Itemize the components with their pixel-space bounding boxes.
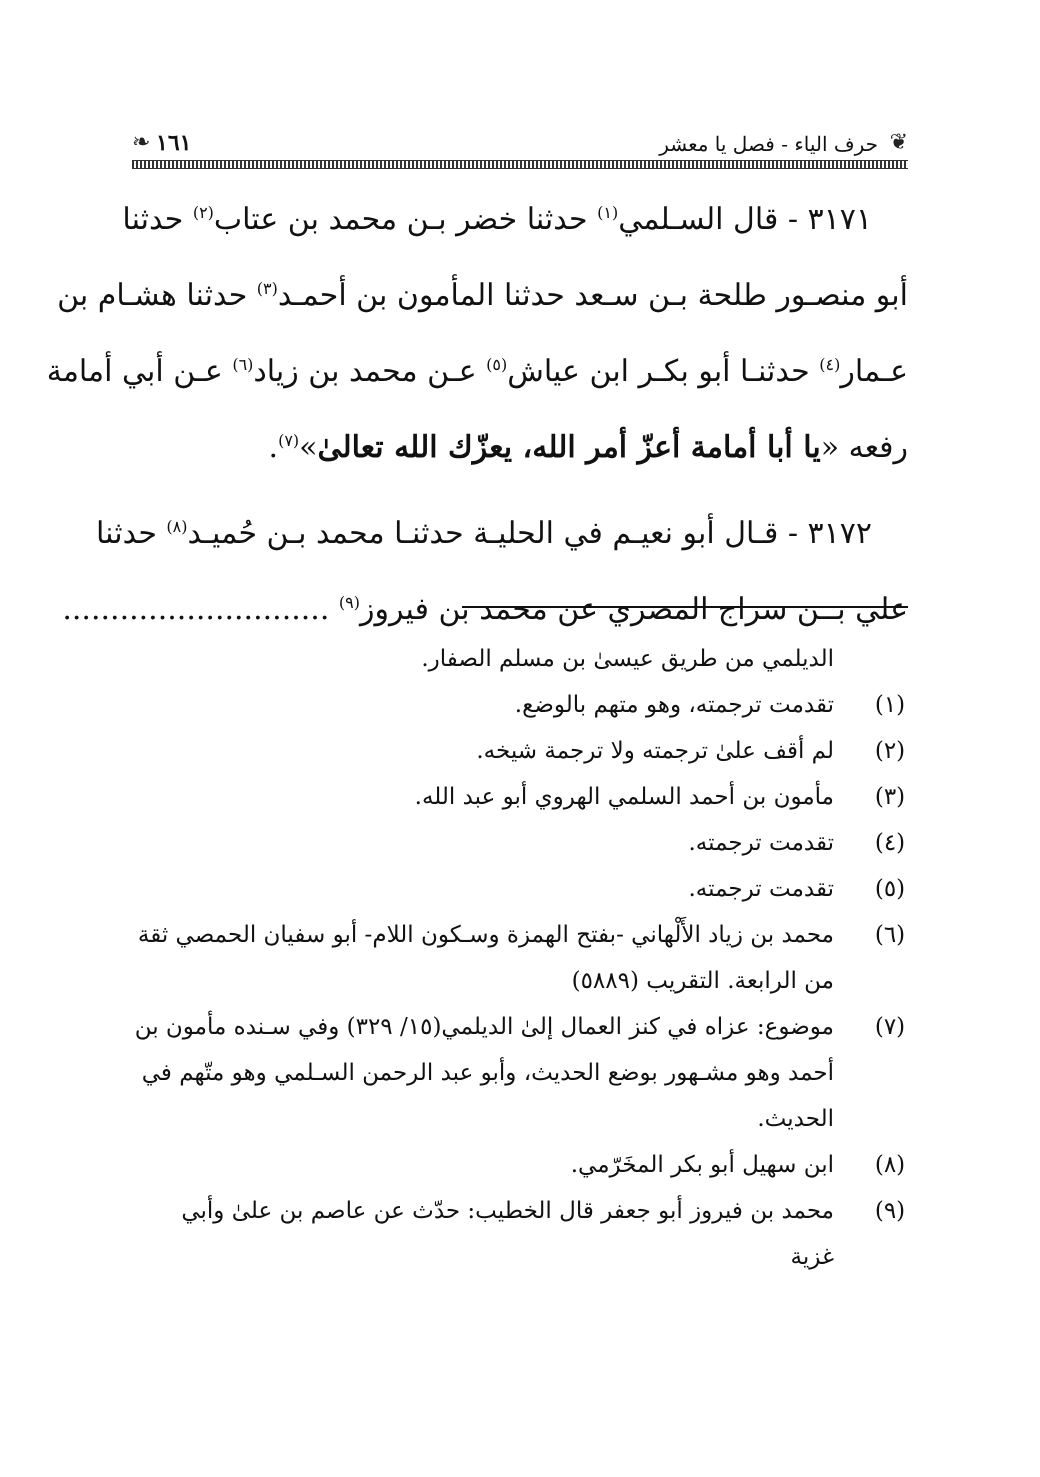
- header-title: حرف الياء - فصل يا معشر: [659, 132, 878, 156]
- hadith-3171-line-4: رفعه «يا أبا أمامة أعزّ أمر الله، يعزّك الله تعالىٰ»$^{(٧)}$.: [268, 430, 908, 465]
- footnote-2: (٢) لم أقف علىٰ ترجمته ولا ترجمة شيخه.: [476, 738, 906, 764]
- footnote-ref[interactable]: (٥): [486, 355, 508, 374]
- ellipsis-dots: ............................: [62, 592, 330, 627]
- footnotes: [132, 636, 908, 1280]
- footnote-ref[interactable]: (٢): [192, 203, 214, 222]
- footnote-ref[interactable]: (٤): [819, 355, 841, 374]
- footnote-ref[interactable]: (٩): [338, 593, 361, 612]
- footnote-9: (٩) محمد بن فيروز أبو جعفر قال الخطيب: حدّث عن عاصم بن علىٰ وأبي غزية: [181, 1198, 906, 1270]
- footnote-6: (٦) محمد بن زياد الأَلْهاني -بفتح الهمزة وسـكون اللام- أبو سفيان الحمصي ثقة من الرابعة. التقريب (٥٨٨٩): [137, 922, 906, 994]
- footnote-ref[interactable]: (٨): [166, 517, 188, 536]
- page-number: ١٦١: [156, 130, 192, 156]
- footnote-8: (٨) ابن سهيل أبو بكر المخَرّمي.: [570, 1152, 906, 1178]
- hadith-3171-line-2: أبو منصـور طلحة بـن سـعد حدثنا المأمون بن أحمـد$^{(٣)}$ حدثنا هشـام بن: [57, 278, 908, 313]
- footnote-7: (٧) موضوع: عزاه في كنز العمال إلىٰ الديلمي(١٥/ ٣٢٩) وفي سـنده مأمون بن أحمد وهو مشـهور بوضع الحديث، وأبو عبد الرحمن السـلمي وهو متّهم في الحديث.: [134, 1014, 906, 1132]
- main-text: [46, 182, 908, 648]
- running-header: [132, 128, 908, 168]
- footnote-ref[interactable]: (٣): [256, 279, 278, 298]
- footnote-4: (٤) تقدمت ترجمته.: [688, 830, 906, 856]
- hadith-3171-line-1: ٣١٧١ - قال السـلمي$^{(١)}$ حدثنا خضر بـن محمد بن عتاب$^{(٢)}$ حدثنا: [122, 202, 872, 237]
- ornament-icon: ❧: [132, 130, 151, 155]
- footnote-ref[interactable]: (٦): [232, 355, 254, 374]
- ornament-icon: ❦: [889, 130, 908, 155]
- hadith-3172-line-1: ٣١٧٢ - قـال أبو نعيـم في الحليـة حدثنـا محمد بـن حُميـد$^{(٨)}$ حدثنا: [96, 516, 872, 551]
- header-divider: [132, 160, 908, 169]
- footnote-1: (١) تقدمت ترجمته، وهو متهم بالوضع.: [514, 692, 906, 718]
- footnote-separator: [462, 606, 908, 608]
- footnote-ref[interactable]: (١): [597, 203, 619, 222]
- hadith-3171-line-3: عـمار$^{(٤)}$ حدثنـا أبو بكـر ابن عياش$^{(٥)}$ عـن محمد بن زياد$^{(٦)}$ عـن أبي أمامة: [46, 354, 908, 389]
- footnote-ref[interactable]: (٧): [278, 431, 300, 450]
- footnote-3: (٣) مأمون بن أحمد السلمي الهروي أبو عبد الله.: [414, 784, 906, 810]
- footnote-5: (٥) تقدمت ترجمته.: [688, 876, 906, 902]
- hadith-text: يا أبا أمامة أعزّ أمر الله، يعزّك الله تعالىٰ: [317, 430, 821, 465]
- hadith-3172-line-2: علي بــن سراج المصري عن محمد بن فيروز$^{(٩)}$ ............................: [62, 592, 908, 627]
- footnote-carry: الديلمي من طريق عيسىٰ بن مسلم الصفار.: [421, 646, 834, 672]
